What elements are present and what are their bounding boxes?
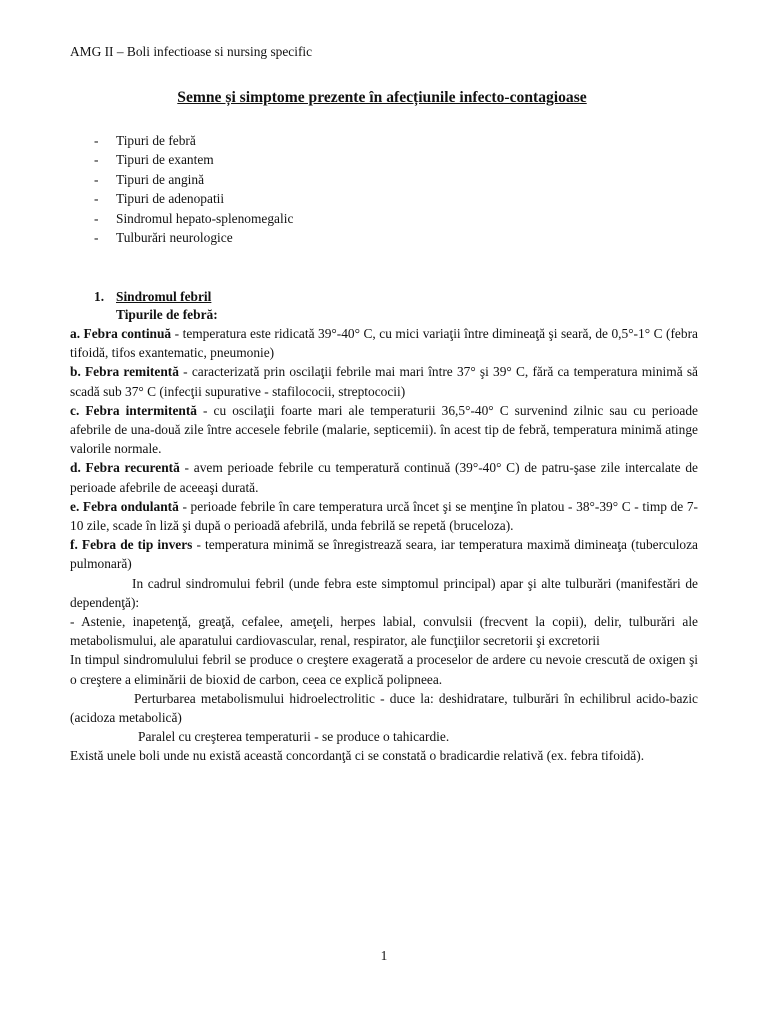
document-body (70, 324, 698, 766)
body-paragraph: Există unele boli unde nu există această concordanţă ci se constată o bradicardie relativă (ex. febra tifoidă). (70, 748, 645, 764)
list-item (94, 150, 293, 169)
body-paragraph: In cadrul sindromului febril (unde febra este simptomul principal) apar şi alte tulburări (manifestări de dependenţă): (70, 575, 698, 610)
fever-type-text: - caracterizată prin oscilaţii febrile mai mari între 37° şi 39° C, fără ca temperatura minimă să scadă sub 37° C (infecţii supurative - stafilococii, streptococii) (70, 364, 698, 399)
list-marker: - (94, 210, 99, 226)
list-item (94, 228, 293, 247)
list-item-text: Sindromul hepato-splenomegalic (116, 210, 294, 226)
list-item-text: Tulburări neurologice (116, 229, 233, 245)
fever-type-paragraph (70, 535, 698, 573)
list-item-text: Tipuri de adenopatii (116, 191, 225, 207)
body-paragraph: Paralel cu creşterea temperaturii - se produce o tahicardie. (138, 729, 450, 745)
fever-type-label: b. Febra remitentă (70, 364, 179, 380)
section-title: Sindromul febril (116, 289, 212, 304)
fever-type-paragraph (70, 497, 698, 535)
list-marker: - (94, 191, 99, 207)
list-marker: - (94, 229, 99, 245)
section-subtitle: Tipurile de febră: (116, 307, 218, 322)
fever-type-label: e. Febra ondulantă (70, 498, 179, 514)
page-title: Semne și simptome prezente în afecțiunile infecto-contagioase (177, 89, 587, 106)
topic-list (94, 131, 293, 247)
section-number: 1. (94, 289, 105, 304)
fever-type-paragraph (70, 324, 698, 362)
page-header: AMG II – Boli infectioase si nursing specific (70, 44, 313, 59)
body-paragraph: In timpul sindromulului febril se produce o creştere exagerată a proceselor de ardere cu nevoie crescută de oxigen şi o creştere a eliminării de bioxid de carbon, ceea ce explică polipneea. (70, 652, 698, 687)
fever-type-paragraph (70, 458, 698, 496)
list-marker: - (94, 152, 99, 168)
list-item-text: Tipuri de angină (116, 171, 205, 187)
section-heading (94, 287, 211, 306)
list-item (94, 189, 293, 208)
fever-type-paragraph (70, 401, 698, 459)
body-paragraph: - Astenie, inapetenţă, greaţă, cefalee, ameţeli, herpes labial, convulsii (frecvent la copii), delir, tulburări ale metabolismului, ale aparatului cardiovascular, renal, respirator, ale funcţiilor secretorii şi excretorii (70, 614, 698, 649)
fever-type-label: a. Febra continuă (70, 326, 172, 341)
fever-type-paragraph (70, 362, 698, 400)
list-item-text: Tipuri de exantem (116, 152, 214, 168)
list-item (94, 209, 293, 228)
list-item (94, 131, 293, 150)
fever-type-label: f. Febra de tip invers (70, 537, 193, 553)
fever-type-text: - temperatura minimă se înregistrează seara, iar temperatura maximă dimineaţa (tuberculoza pulmonară) (70, 537, 698, 572)
page-number: 1 (380, 948, 388, 963)
fever-type-text: - perioade febrile în care temperatura urcă încet şi se menţine în platou - 38°-39° C - timp de 7-10 zile, scade în liză şi după o perioadă afebrilă, unda febrilă se repetă (bruceloza). (70, 498, 698, 534)
list-item (94, 170, 293, 189)
list-marker: - (94, 171, 99, 187)
fever-type-label: c. Febra intermitentă (70, 402, 197, 418)
body-paragraph: Perturbarea metabolismului hidroelectrolitic - duce la: deshidratare, tulburări în echilibrul acido-bazic (acidoza metabolică) (70, 690, 698, 726)
fever-type-label: d. Febra recurentă (70, 460, 180, 476)
fever-type-text: - avem perioade febrile cu temperatură continuă (39°-40° C) de patru-şase zile intercalate de perioade afebrile de aceeaşi durată. (70, 460, 698, 495)
fever-type-text: - cu oscilaţii foarte mari ale temperaturii 36,5°-40° C survenind zilnic sau cu perioade afebrile de una-două zile între accesele febrile (malarie, septicemii). în acest tip de febră, temperatura minimă atinge valorile normale. (70, 402, 699, 457)
list-marker: - (94, 133, 99, 148)
list-item-text: Tipuri de febră (116, 133, 196, 148)
fever-type-text: - temperatura este ridicată 39°-40° C, cu mici variaţii între dimineaţă şi seară, de 0,5°-1° C (febra tifoidă, tifos exantematic, pneumonie) (70, 326, 698, 361)
